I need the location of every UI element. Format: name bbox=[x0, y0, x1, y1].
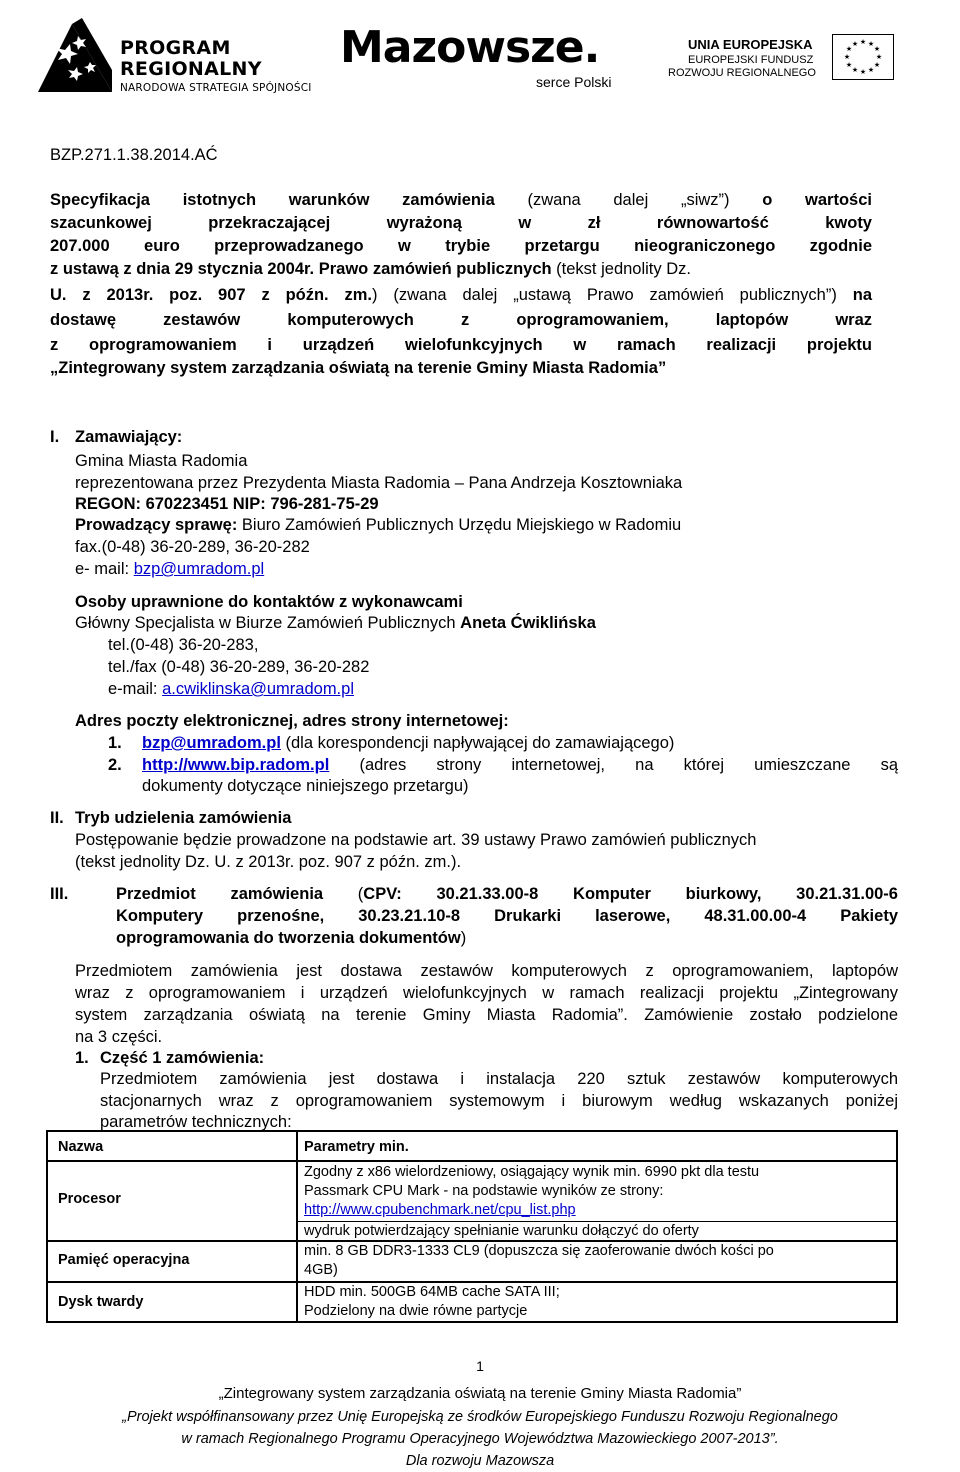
program-regionalny-title: PROGRAM REGIONALNY bbox=[120, 37, 262, 80]
footer-project-title: „Zintegrowany system zarządzania oświatą na terenie Gminy Miasta Radomia” bbox=[218, 1385, 742, 1402]
program-regionalny-subtitle: NARODOWA STRATEGIA SPÓJNOŚCI bbox=[120, 82, 312, 94]
intro-line-5: U. z 2013r. poz. 907 z późn. zm.) (zwana dalej „ustawą Prawo zamówień publicznych”) na bbox=[50, 286, 872, 304]
contact-email-link[interactable]: a.cwiklinska@umradom.pl bbox=[162, 680, 354, 698]
table-row-memory-p2: 4GB) bbox=[304, 1262, 338, 1278]
svg-text:★: ★ bbox=[875, 53, 883, 61]
eu-fund-line1: EUROPEJSKI FUNDUSZ bbox=[688, 54, 814, 66]
eu-title: UNIA EUROPEJSKA bbox=[688, 37, 813, 52]
contracting-authority-name: Gmina Miasta Radomia bbox=[75, 452, 248, 470]
address-2: http://www.bip.radom.pl (adres strony internetowej, na której umieszczane są bbox=[142, 756, 898, 774]
svg-text:★: ★ bbox=[845, 61, 853, 69]
part-1-line-1: Przedmiotem zamówienia jest dostawa i instalacja 220 sztuk zestawów komputerowych bbox=[100, 1070, 898, 1088]
eu-flag-icon bbox=[832, 34, 894, 80]
contracting-authority-rep: reprezentowana przez Prezydenta Miasta Radomia – Pana Andrzeja Kosztowniaka bbox=[75, 474, 683, 492]
footer-cofinance-line-2: w ramach Regionalnego Programu Operacyjnego Województwa Mazowieckiego 2007-2013”. bbox=[181, 1431, 779, 1447]
page-number: 1 bbox=[476, 1358, 484, 1374]
email-line: e- mail: bzp@umradom.pl bbox=[75, 560, 265, 578]
email-link[interactable]: bzp@umradom.pl bbox=[133, 560, 265, 578]
svg-text:★: ★ bbox=[873, 61, 881, 69]
svg-text:★: ★ bbox=[873, 45, 881, 53]
fax-numbers: fax.(0-48) 36-20-289, 36-20-282 bbox=[75, 538, 310, 556]
section-2-line-2: (tekst jednolity Dz. U. z 2013r. poz. 907 z późn. zm.). bbox=[75, 853, 462, 871]
intro-line-6: dostawę zestawów komputerowych z oprogramowaniem, laptopów wraz bbox=[50, 311, 872, 329]
subject-line-3: system zarządzania oświatą na terenie Gminy Miasta Radomia”. Zamówienie zostało podzielone bbox=[75, 1006, 898, 1024]
program-regionalny-mark-icon bbox=[38, 18, 112, 92]
svg-text:★: ★ bbox=[859, 38, 867, 46]
table-row-disk-p2: Podzielony na dwie równe partycje bbox=[304, 1303, 528, 1319]
table-row-disk-p1: HDD min. 500GB 64MB cache SATA III; bbox=[304, 1284, 560, 1300]
mazowsze-tagline: serce Polski bbox=[536, 74, 612, 90]
mazowsze-logo bbox=[340, 22, 630, 94]
svg-text:★: ★ bbox=[851, 66, 859, 74]
subject-line-2: wraz z oprogramowaniem i urządzeń wielofunkcyjnych w ramach realizacji projektu „Zintegrowany bbox=[75, 984, 898, 1002]
svg-text:★: ★ bbox=[845, 45, 853, 53]
svg-text:★: ★ bbox=[867, 40, 875, 48]
section-3-title-2: Komputery przenośne, 30.23.21.10-8 Drukarki laserowe, 48.31.00.00-4 Pakiety bbox=[116, 907, 898, 925]
contact-tel: tel.(0-48) 36-20-283, bbox=[108, 636, 259, 654]
address-2-link[interactable]: http://www.bip.radom.pl bbox=[142, 756, 330, 774]
contacts-title: Osoby uprawnione do kontaktów z wykonawcami bbox=[75, 593, 463, 611]
section-2-line-1: Postępowanie będzie prowadzone na podstawie art. 39 ustawy Prawo zamówień publicznych bbox=[75, 831, 757, 849]
section-3-title-3: oprogramowania do tworzenia dokumentów) bbox=[116, 929, 467, 947]
intro-line-2: szacunkowej przekraczającej wyrażoną w zł równowartość kwoty bbox=[50, 214, 872, 232]
part-1-line-3: parametrów technicznych: bbox=[100, 1113, 292, 1131]
section-1-number: I. bbox=[50, 428, 60, 446]
table-row-processor-p1: Zgodny z x86 wielordzeniowy, osiągający wynik min. 6990 pkt dla testu bbox=[304, 1164, 760, 1180]
subject-line-1: Przedmiotem zamówienia jest dostawa zestawów komputerowych z oprogramowaniem, laptopów bbox=[75, 962, 898, 980]
part-1-line-2: stacjonarnych wraz z oprogramowaniem systemowym i biurowym według wskazanych poniżej bbox=[100, 1092, 898, 1110]
table-row-memory-p1: min. 8 GB DDR3-1333 CL9 (dopuszcza się zaoferowanie dwóch kości po bbox=[304, 1243, 774, 1259]
footer-cofinance-line-1: „Projekt współfinansowany przez Unię Europejską ze środków Europejskiego Funduszu Rozwoju Regionalnego bbox=[122, 1409, 838, 1425]
reference-number: BZP.271.1.38.2014.AĆ bbox=[50, 146, 218, 164]
intro-line-3: 207.000 euro przeprowadzanego w trybie przetargu nieograniczonego zgodnie bbox=[50, 237, 872, 255]
table-row-processor-p2: Passmark CPU Mark - na podstawie wyników ze strony: bbox=[304, 1183, 664, 1199]
svg-text:★: ★ bbox=[843, 53, 851, 61]
address-title: Adres poczty elektronicznej, adres strony internetowej: bbox=[75, 712, 509, 730]
intro-line-1: Specyfikacja istotnych warunków zamówienia (zwana dalej „siwz”) o wartości bbox=[50, 191, 872, 209]
program-regionalny-logo bbox=[38, 16, 312, 96]
address-2-cont: dokumenty dotyczące niniejszego przetargu) bbox=[142, 777, 469, 795]
part-1-title: Część 1 zamówienia: bbox=[100, 1049, 265, 1067]
address-1-number: 1. bbox=[108, 734, 122, 752]
parameters-table bbox=[46, 1130, 898, 1323]
section-2-number: II. bbox=[50, 809, 64, 827]
section-3-title-1: Przedmiot zamówienia (CPV: 30.21.33.00-8 Komputer biurkowy, 30.21.31.00-6 bbox=[116, 885, 898, 903]
mazowsze-wordmark: Mazowsze. bbox=[340, 22, 600, 73]
table-header-params: Parametry min. bbox=[304, 1139, 409, 1155]
contact-telfax: tel./fax (0-48) 36-20-289, 36-20-282 bbox=[108, 658, 370, 676]
footer-slogan: Dla rozwoju Mazowsza bbox=[405, 1453, 555, 1469]
section-3-number: III. bbox=[50, 885, 69, 903]
intro-line-4: z ustawą z dnia 29 stycznia 2004r. Prawo zamówień publicznych (tekst jednolity Dz. bbox=[50, 260, 691, 278]
intro-line-8: „Zintegrowany system zarządzania oświatą na terenie Gminy Miasta Radomia” bbox=[50, 359, 667, 377]
subject-line-4: na 3 części. bbox=[75, 1028, 163, 1046]
table-row-disk-name: Dysk twardy bbox=[58, 1294, 144, 1310]
table-row-processor-name: Procesor bbox=[58, 1191, 121, 1207]
section-1-title: Zamawiający: bbox=[75, 428, 183, 446]
table-header-name: Nazwa bbox=[58, 1139, 104, 1155]
eu-logo bbox=[668, 34, 938, 86]
contact-person: Główny Specjalista w Biurze Zamówień Publicznych Aneta Ćwiklińska bbox=[75, 614, 596, 632]
svg-text:★: ★ bbox=[867, 66, 875, 74]
section-2-title: Tryb udzielenia zamówienia bbox=[75, 809, 292, 827]
address-1: bzp@umradom.pl (dla korespondencji napływającej do zamawiającego) bbox=[142, 734, 675, 752]
contact-email: e-mail: a.cwiklinska@umradom.pl bbox=[108, 680, 354, 698]
address-1-link[interactable]: bzp@umradom.pl bbox=[142, 734, 281, 752]
handling-office: Prowadzący sprawę: Biuro Zamówień Publicznych Urzędu Miejskiego w Radomiu bbox=[75, 516, 682, 534]
intro-line-7: z oprogramowaniem i urządzeń wielofunkcyjnych w ramach realizacji projektu bbox=[50, 336, 872, 354]
address-2-number: 2. bbox=[108, 756, 122, 774]
regon-nip: REGON: 670223451 NIP: 796-281-75-29 bbox=[75, 495, 379, 513]
svg-text:★: ★ bbox=[859, 68, 867, 76]
table-row-memory-name: Pamięć operacyjna bbox=[58, 1252, 190, 1268]
cpubenchmark-link[interactable]: http://www.cpubenchmark.net/cpu_list.php bbox=[304, 1202, 576, 1218]
part-1-number: 1. bbox=[75, 1049, 89, 1067]
svg-text:★: ★ bbox=[851, 40, 859, 48]
table-row-processor-p4: wydruk potwierdzający spełnianie warunku dołączyć do oferty bbox=[304, 1223, 699, 1239]
eu-fund-line2: ROZWOJU REGIONALNEGO bbox=[668, 67, 816, 79]
